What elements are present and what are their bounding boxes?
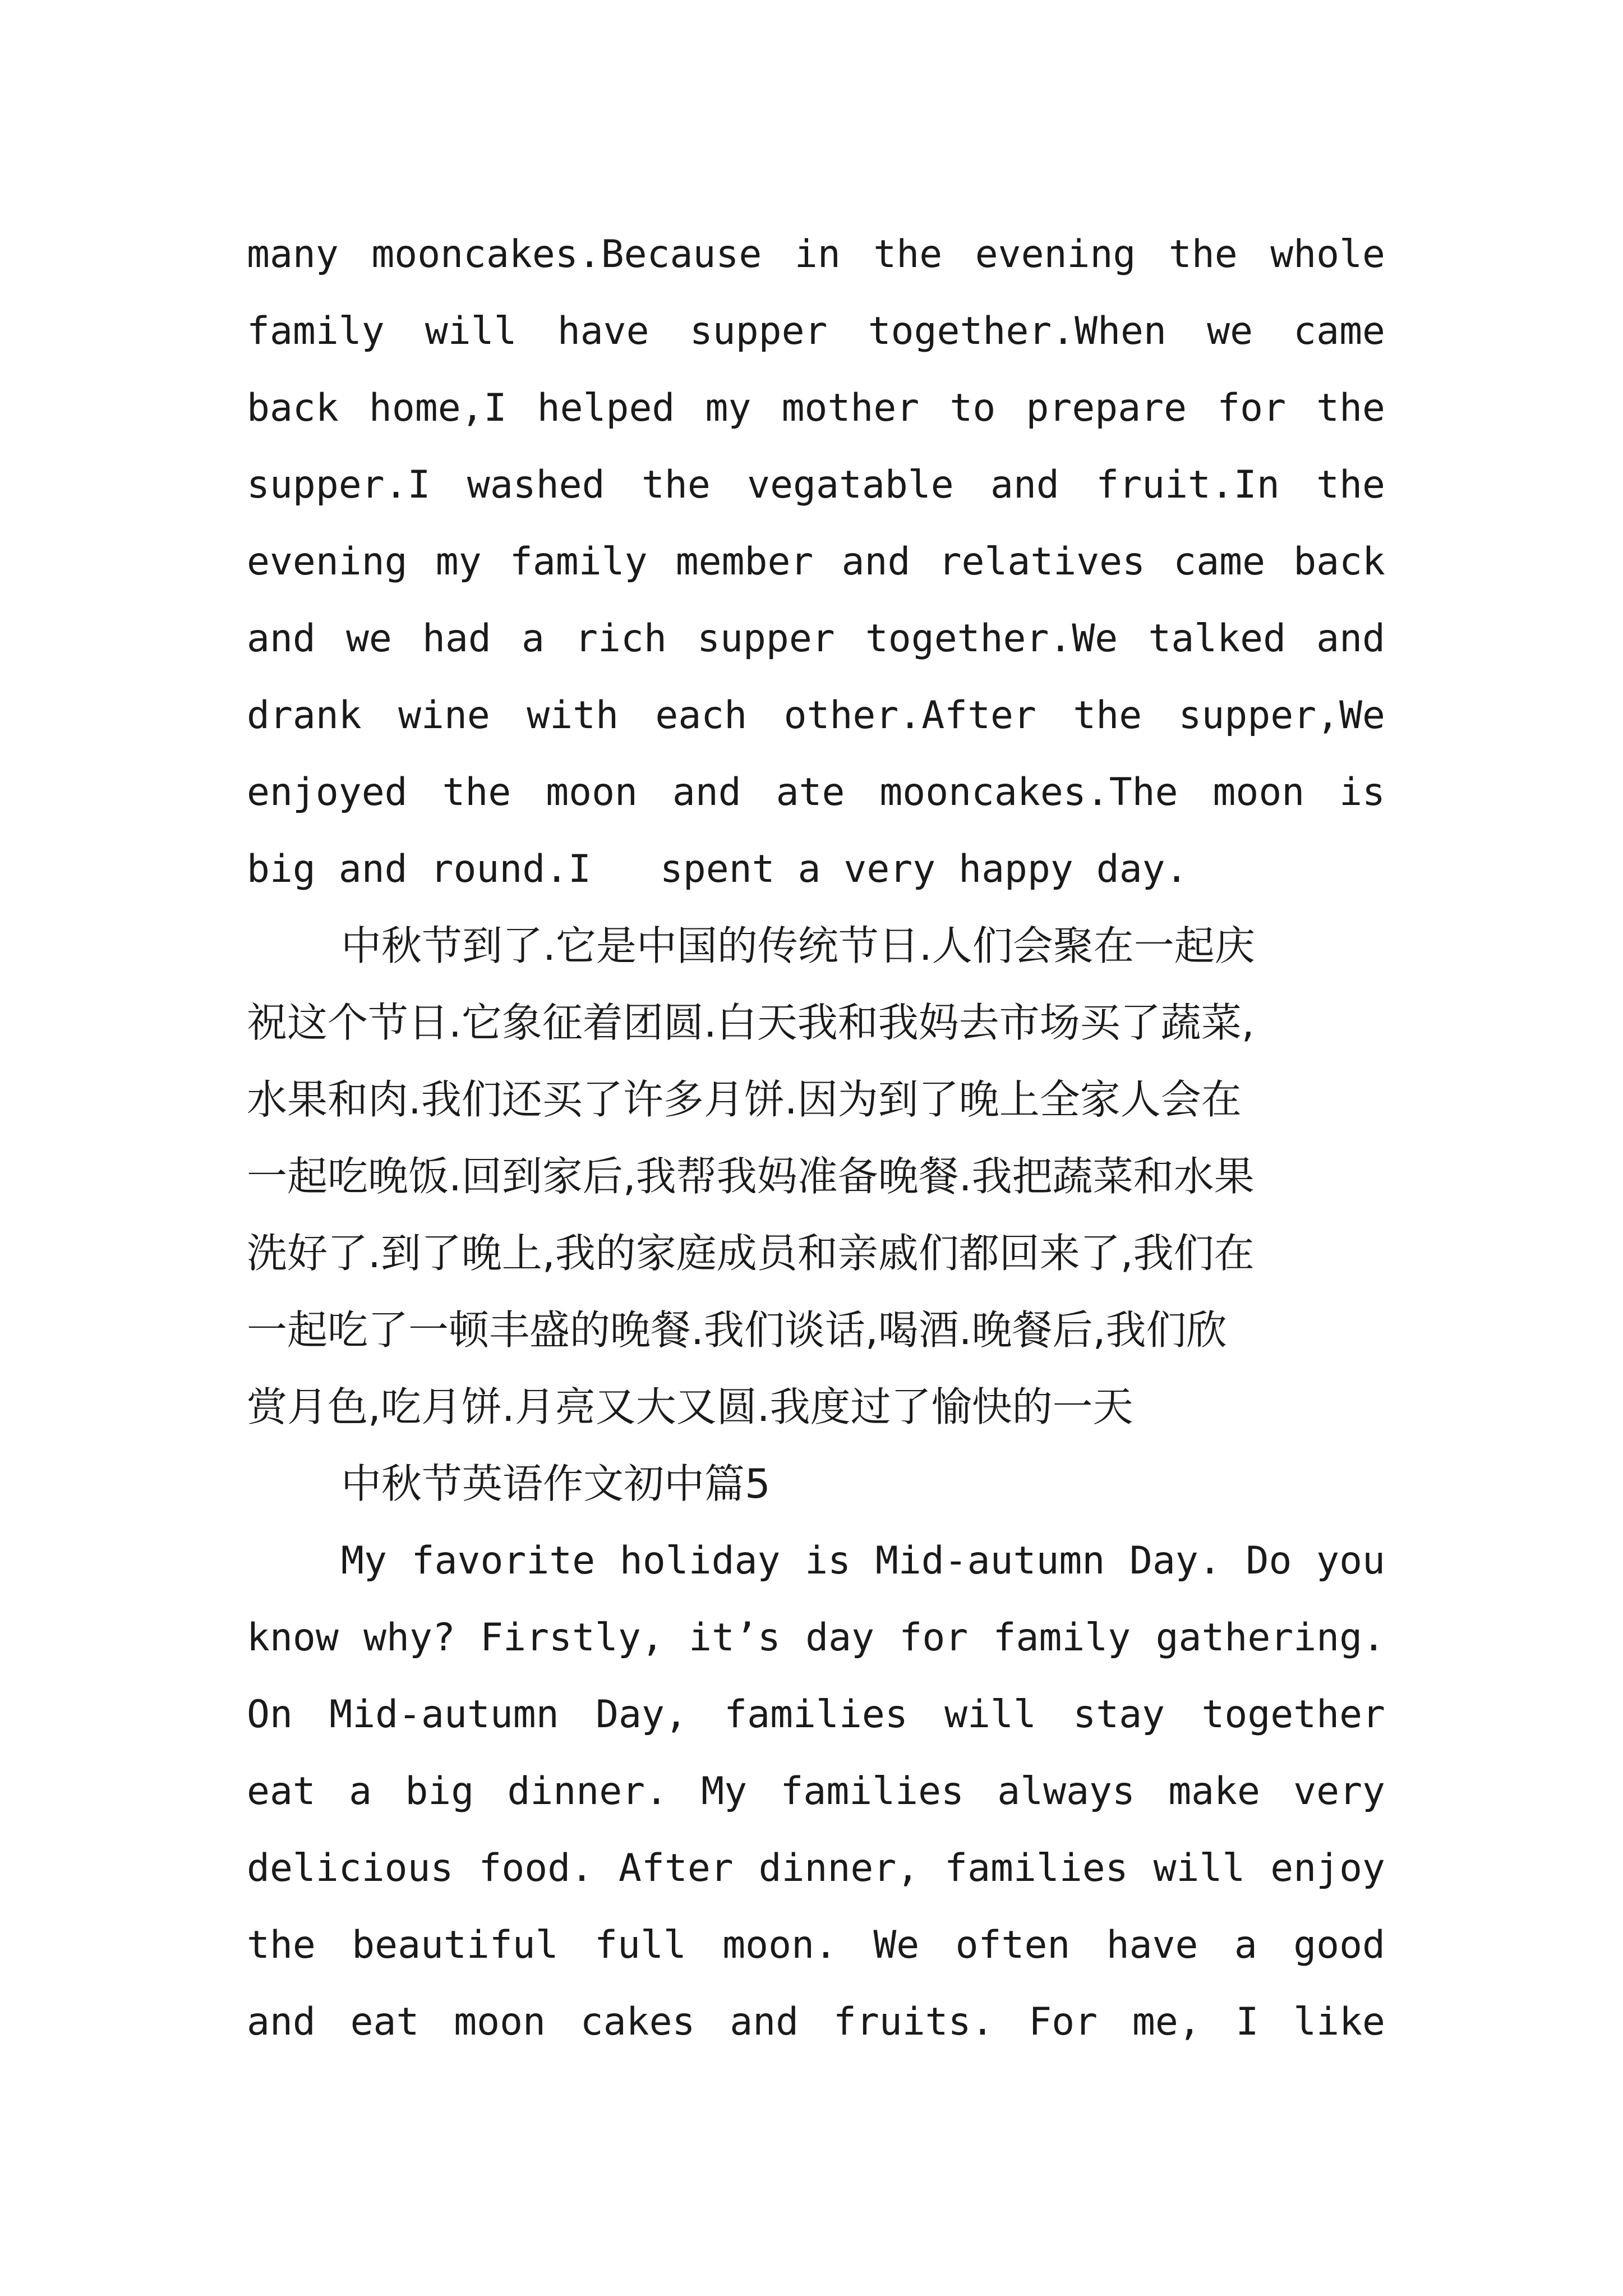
text-line: big and round.I spent a very happy day. [247,847,1188,891]
text-line: many mooncakes.Because in the evening the whole [247,232,1385,277]
text-line: 洗好了.到了晚上,我的家庭成员和亲戚们都回来了,我们在 [247,1230,1255,1277]
text-line: 祝这个节日.它象征着团圆.白天我和我妈去市场买了蔬菜, [247,999,1255,1046]
text-line: 中秋节到了.它是中国的传统节日.人们会聚在一起庆 [341,922,1255,969]
text-line: On Mid-autumn Day, families will stay together [247,1692,1385,1737]
text-line: delicious food. After dinner, families will enjoy [247,1846,1385,1890]
text-line: back home,I helped my mother to prepare for the [247,386,1385,430]
text-line: 一起吃晚饭.回到家后,我帮我妈准备晚餐.我把蔬菜和水果 [247,1153,1255,1200]
text-line: the beautiful full moon. We often have a good [247,1923,1385,1967]
text-line: 一起吃了一顿丰盛的晚餐.我们谈话,喝酒.晚餐后,我们欣 [247,1306,1227,1354]
text-line: and we had a rich supper together.We talked and [247,616,1385,661]
document-body [247,216,1385,2060]
text-line: 水果和肉.我们还买了许多月饼.因为到了晚上全家人会在 [247,1076,1242,1123]
text-line: My favorite holiday is Mid-autumn Day. Do you [341,1539,1385,1583]
english-paragraph-1 [247,216,1385,908]
text-line: supper.I washed the vegatable and fruit.In the [247,463,1385,507]
text-line: drank wine with each other.After the supper,We [247,693,1385,738]
section-heading: 中秋节英语作文初中篇5 [341,1460,771,1507]
text-line: 赏月色,吃月饼.月亮又大又圆.我度过了愉快的一天 [247,1383,1133,1430]
chinese-paragraph [247,908,1385,1446]
text-line: and eat moon cakes and fruits. For me, I like [247,2000,1385,2044]
text-line: eat a big dinner. My families always make very [247,1769,1385,1814]
english-paragraph-2 [247,1522,1385,2060]
text-line: enjoyed the moon and ate mooncakes.The moon is [247,770,1385,815]
text-line: know why? Firstly, it’s day for family gathering. [247,1616,1385,1660]
text-line: family will have supper together.When we came [247,309,1385,353]
text-line: evening my family member and relatives came back [247,540,1385,584]
